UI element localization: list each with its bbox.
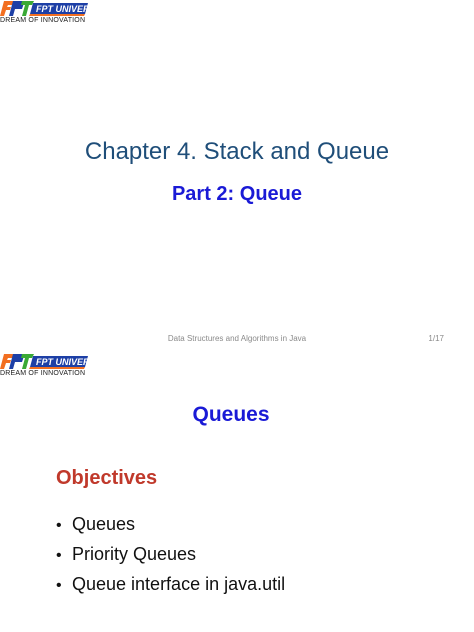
logo-brand-text: FPT UNIVERSITY [36,357,110,367]
chapter-title: Chapter 4. Stack and Queue [84,138,390,165]
logo-tagline: DREAM OF INNOVATION [0,17,86,24]
fpt-logo-mark [0,0,110,18]
bullet-icon: • [56,517,62,534]
list-item [56,509,285,539]
list-item-text: Queue interface in java.util [72,574,286,594]
part-subtitle: Part 2: Queue [171,183,303,205]
logo-brand-text: FPT UNIVERSITY [36,4,110,14]
page-number: 1/17 [428,334,444,343]
list-item [56,569,285,599]
fpt-university-logo [0,0,110,34]
slide-footer: Data Structures and Algorithms in Java [167,334,307,343]
objectives-heading: Objectives [56,467,158,489]
list-item-text: Queues [72,514,136,534]
list-item-text: Priority Queues [72,544,197,564]
objectives-list [56,509,285,599]
list-item [56,539,285,569]
logo-tagline: DREAM OF INNOVATION [0,370,86,377]
fpt-university-logo [0,353,110,387]
bullet-icon: • [56,577,62,594]
slide-title: Queues [192,403,270,426]
bullet-icon: • [56,547,62,564]
slide-2 [0,350,474,632]
fpt-logo-mark [0,353,110,371]
